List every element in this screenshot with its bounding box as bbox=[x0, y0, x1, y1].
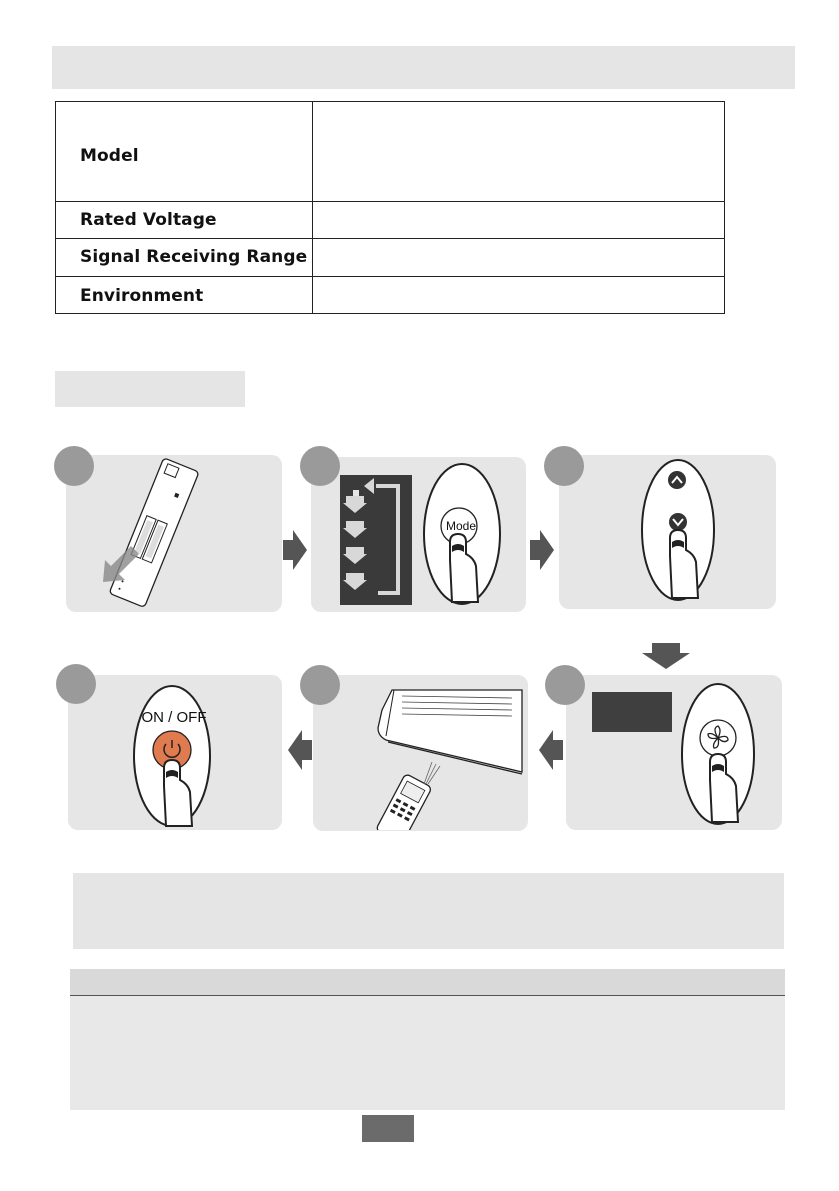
step-number-6 bbox=[545, 665, 585, 705]
spec-label: Rated Voltage bbox=[80, 210, 217, 230]
step-number-2 bbox=[300, 446, 340, 486]
step-number-4 bbox=[56, 664, 96, 704]
mode-button-label: Mode bbox=[446, 519, 477, 533]
spec-label: Model bbox=[80, 146, 139, 166]
subsection-header-band bbox=[55, 371, 245, 407]
spec-row-rated-voltage bbox=[56, 202, 724, 239]
step-number-3 bbox=[544, 446, 584, 486]
on-off-label: ON / OFF bbox=[141, 709, 207, 726]
power-icon bbox=[162, 740, 186, 764]
next-arrow-right-icon bbox=[530, 530, 554, 570]
spec-row-model bbox=[56, 102, 724, 202]
next-arrow-down-icon bbox=[642, 643, 690, 669]
remote-battery-illustration bbox=[85, 458, 225, 608]
info-box bbox=[70, 969, 785, 1110]
note-box bbox=[73, 873, 784, 949]
prev-arrow-left-icon bbox=[539, 730, 563, 770]
fan-icon bbox=[702, 722, 734, 754]
mode-cycle-indicator bbox=[340, 475, 412, 605]
mode-button-oval bbox=[422, 462, 502, 607]
info-box-header bbox=[70, 969, 785, 996]
spec-label: Signal Receiving Range bbox=[80, 247, 308, 267]
indoor-unit-illustration bbox=[372, 684, 528, 830]
page-number-badge bbox=[362, 1115, 414, 1142]
display-screen bbox=[592, 692, 672, 732]
spec-label: Environment bbox=[80, 286, 204, 306]
prev-arrow-left-icon bbox=[288, 730, 312, 770]
next-arrow-right-icon bbox=[283, 530, 307, 570]
fan-button-oval bbox=[680, 682, 760, 827]
spec-row-signal-range bbox=[56, 239, 724, 277]
specification-table bbox=[55, 101, 725, 314]
temp-down-icon bbox=[669, 513, 689, 533]
section-header-band bbox=[52, 46, 795, 89]
spec-row-environment bbox=[56, 277, 724, 314]
step-number-5 bbox=[300, 665, 340, 705]
temp-up-icon bbox=[668, 471, 688, 491]
